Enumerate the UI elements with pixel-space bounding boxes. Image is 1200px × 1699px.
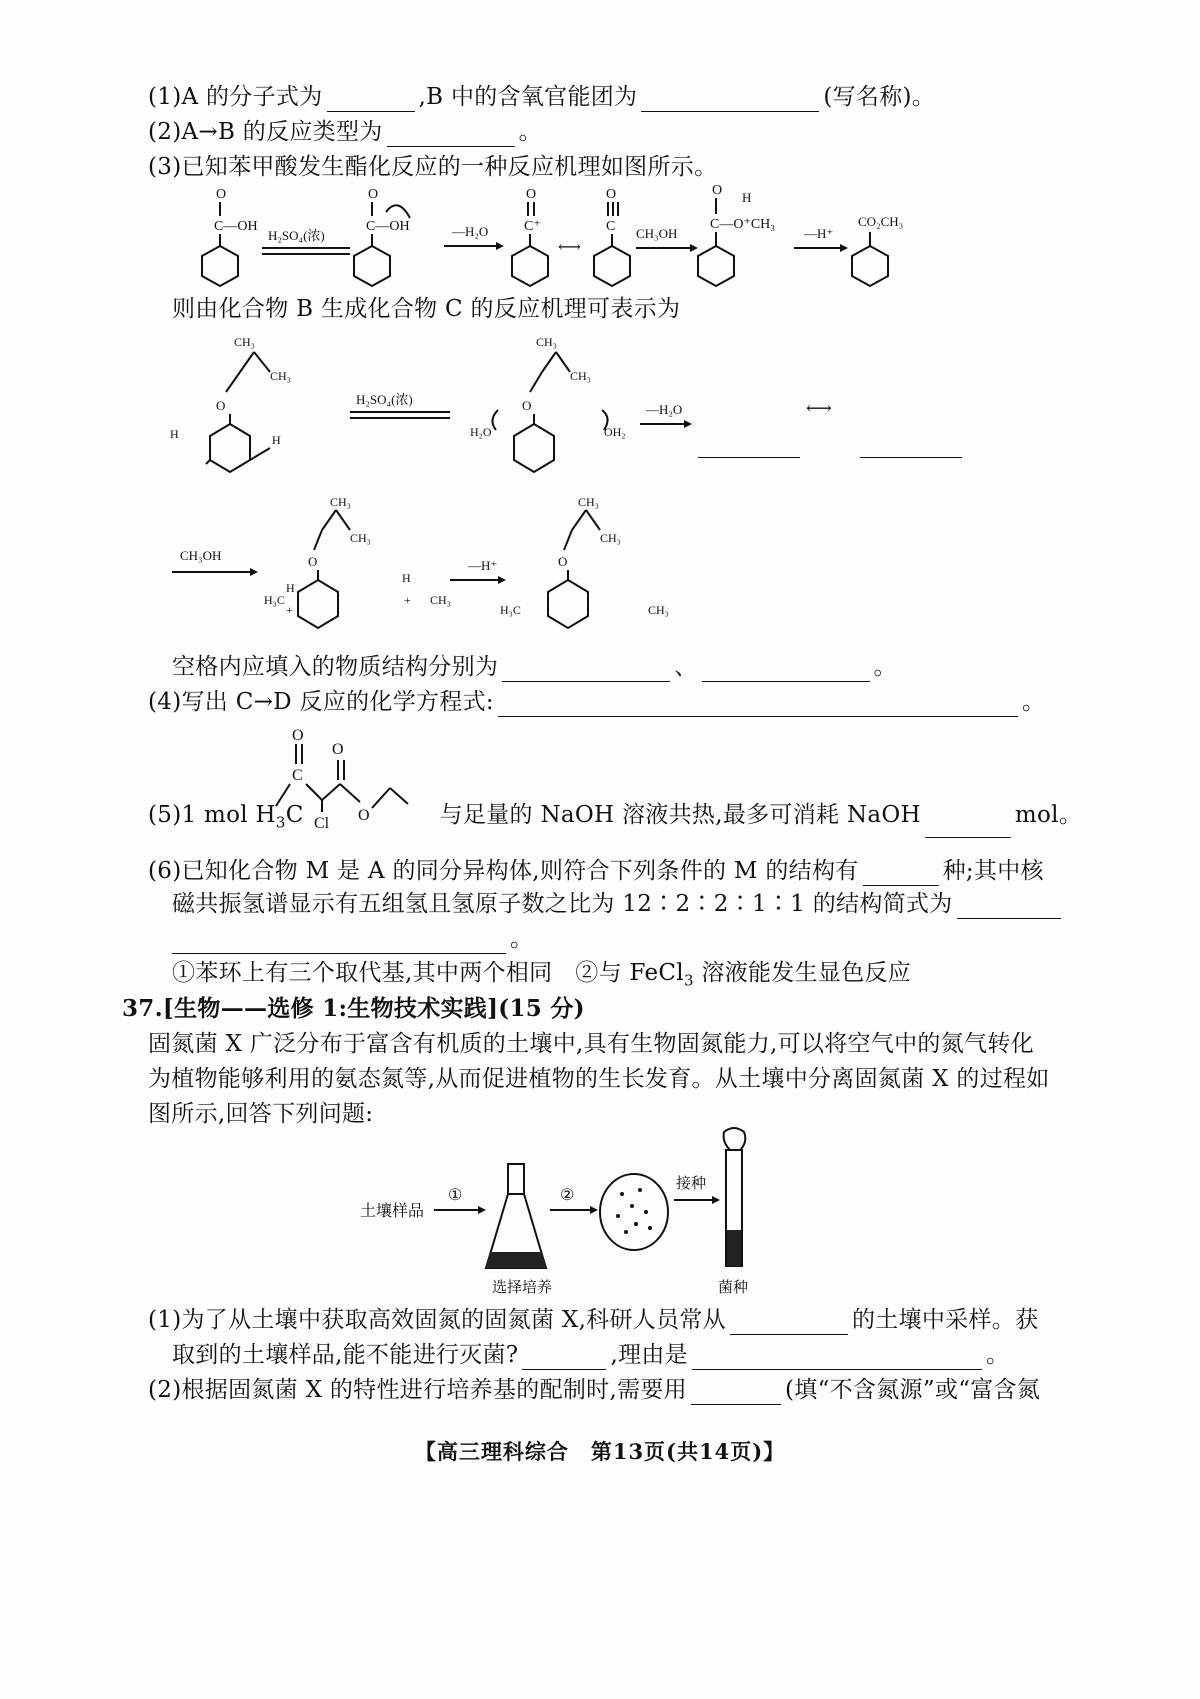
- q37-part1: (1)为了从土壤中获取高效固氮的固氮菌 X,科研人员常从 的土壤中采样。获: [148, 1307, 1039, 1333]
- svg-text:H: H: [742, 190, 752, 205]
- answer-blank-structure-1[interactable]: [698, 457, 800, 458]
- svg-text:O: O: [332, 741, 344, 758]
- compound-c-structure: [500, 496, 669, 628]
- q36-part5: (5)1 mol $H_3C$ 与足量的 NaOH 溶液共热,最多可消耗 NaOH mol。: [148, 800, 1082, 838]
- q37-intro-line2: 为植物能够利用的氨态氮等,从而促进植物的生长发育。从土壤中分离固氮菌 X 的过程如: [148, 1066, 1050, 1092]
- q37-intro-line3: 图所示,回答下列问题:: [148, 1101, 374, 1127]
- svg-text:CH₃: CH₃: [578, 496, 599, 509]
- svg-text:CH₃: CH₃: [350, 531, 371, 545]
- svg-text:O: O: [292, 727, 304, 744]
- q36-part6-end: 。: [172, 924, 533, 954]
- svg-text:O: O: [216, 398, 226, 413]
- esterification-mechanism-scheme: [190, 180, 950, 292]
- svg-text:C: C: [606, 219, 616, 234]
- svg-text:接种: 接种: [676, 1176, 707, 1192]
- svg-text:O: O: [712, 183, 723, 198]
- svg-text:H₃C: H₃C: [500, 603, 521, 617]
- q36-part3: (3)已知苯甲酸发生酯化反应的一种反应机理如图所示。: [148, 154, 718, 180]
- q37-title: 37.[生物——选修 1:生物技术实践](15 分): [122, 995, 585, 1022]
- svg-text:CH₃: CH₃: [430, 593, 451, 607]
- svg-text:①: ①: [448, 1187, 463, 1204]
- q37-intro-line1: 固氮菌 X 广泛分布于富含有机质的土壤中,具有生物固氮能力,可以将空气中的氮气转化: [148, 1031, 1034, 1057]
- svg-text:C—O⁺CH₃: C—O⁺CH₃: [710, 217, 776, 232]
- svg-text:H: H: [170, 427, 179, 441]
- svg-text:H₂SO₄(浓): H₂SO₄(浓): [356, 392, 413, 407]
- svg-text:土壤样品: 土壤样品: [360, 1203, 425, 1220]
- svg-text:O: O: [358, 807, 370, 824]
- answer-blank[interactable]: [502, 657, 670, 682]
- svg-text:—H₂O: —H₂O: [646, 402, 683, 417]
- svg-text:C—OH: C—OH: [214, 219, 258, 234]
- svg-text:CH₃: CH₃: [600, 531, 621, 545]
- methyl-benzoate: [852, 214, 903, 286]
- svg-text:⟷: ⟷: [806, 398, 832, 418]
- svg-text:CH₃: CH₃: [570, 369, 591, 383]
- acylium-ion: [512, 187, 548, 286]
- protonated-diester: [264, 496, 451, 628]
- svg-text:—H⁺: —H⁺: [804, 226, 834, 241]
- answer-blank[interactable]: [692, 1345, 982, 1370]
- answer-blank[interactable]: [327, 87, 415, 112]
- svg-text:O: O: [216, 187, 227, 202]
- answer-blank[interactable]: [387, 122, 515, 147]
- svg-text:CH₃OH: CH₃OH: [636, 226, 678, 241]
- answer-blank[interactable]: [172, 929, 506, 954]
- svg-text:O: O: [526, 187, 537, 202]
- q36-part1: (1)A 的分子式为 ,B 中的含氧官能团为 (写名称)。: [148, 84, 936, 110]
- acylium-resonance: [594, 187, 630, 286]
- svg-text:OH₂: OH₂: [604, 425, 626, 439]
- answer-blank-structure-2[interactable]: [860, 457, 962, 458]
- svg-text:CO₂CH₃: CO₂CH₃: [858, 214, 904, 229]
- svg-text:CH₃OH: CH₃OH: [180, 548, 222, 563]
- svg-text:H₃C: H₃C: [264, 593, 285, 607]
- q37-part1-cont: 取到的土壤样品,能不能进行灭菌? ,理由是 。: [172, 1342, 1010, 1368]
- svg-text:CH₃: CH₃: [536, 335, 557, 349]
- svg-text:C⁺: C⁺: [524, 219, 541, 234]
- benzoic-acid: [202, 187, 258, 286]
- answer-blank[interactable]: [498, 692, 1018, 717]
- isolation-process-figure: [356, 1120, 776, 1300]
- svg-text:+: +: [404, 593, 411, 607]
- svg-text:O: O: [368, 187, 379, 202]
- answer-blank[interactable]: [691, 1380, 781, 1405]
- petri-dish-icon: [600, 1174, 668, 1250]
- svg-text:②: ②: [560, 1187, 575, 1204]
- q36-part6-conditions: ①苯环上有三个取代基,其中两个相同 ②与 FeCl$_3$ 溶液能发生显色反应: [172, 960, 912, 990]
- q36-part2: (2)A→B 的反应类型为 。: [148, 119, 542, 145]
- svg-text:—H⁺: —H⁺: [468, 558, 498, 573]
- q36-part3-fill: 空格内应填入的物质结构分别为 、 。: [172, 654, 897, 680]
- svg-text:菌种: 菌种: [718, 1280, 749, 1296]
- svg-text:⟷: ⟷: [558, 239, 581, 256]
- q36-part4: (4)写出 C→D 反应的化学方程式: 。: [148, 689, 1046, 715]
- svg-text:CH₃: CH₃: [234, 335, 255, 349]
- svg-text:H: H: [272, 433, 281, 447]
- svg-text:H: H: [286, 581, 295, 595]
- svg-text:CH₃: CH₃: [270, 369, 291, 383]
- q36-part6-cont: 磁共振氢谱显示有五组氢且氢原子数之比为 12∶2∶2∶1∶1 的结构简式为: [172, 889, 1065, 919]
- answer-blank[interactable]: [641, 87, 819, 112]
- svg-text:O: O: [308, 554, 318, 569]
- test-tube-icon: [724, 1128, 746, 1266]
- answer-blank[interactable]: [522, 1345, 606, 1370]
- q37-part2: (2)根据固氮菌 X 的特性进行培养基的配制时,需要用 (填“不含氮源”或“富含氮: [148, 1377, 1041, 1403]
- svg-text:H₂O: H₂O: [470, 425, 492, 439]
- answer-blank[interactable]: [702, 657, 870, 682]
- svg-text:C—OH: C—OH: [366, 219, 410, 234]
- conical-flask-icon: [486, 1164, 546, 1268]
- svg-text:H₂SO₄(浓): H₂SO₄(浓): [268, 228, 325, 243]
- b-to-c-mechanism-row2: [168, 496, 728, 644]
- svg-text:—H₂O: —H₂O: [452, 224, 489, 239]
- answer-blank[interactable]: [925, 813, 1011, 838]
- svg-text:O: O: [606, 187, 617, 202]
- svg-text:C: C: [292, 767, 303, 784]
- svg-text:H: H: [402, 571, 411, 585]
- svg-text:O: O: [522, 398, 532, 413]
- svg-text:+: +: [286, 603, 293, 617]
- q36-part6: (6)已知化合物 M 是 A 的同分异构体,则符合下列条件的 M 的结构有 种;其中核: [148, 858, 1044, 884]
- svg-text:CH₃: CH₃: [330, 496, 351, 509]
- oxonium-intermediate: [698, 183, 775, 286]
- mechanism-intro: 则由化合物 B 生成化合物 C 的反应机理可表示为: [172, 296, 681, 322]
- svg-text:Cl: Cl: [314, 815, 330, 830]
- protonated-diacid: [470, 335, 626, 472]
- svg-text:选择培养: 选择培养: [492, 1280, 553, 1296]
- svg-text:CH₃: CH₃: [648, 603, 669, 617]
- svg-text:O: O: [558, 554, 568, 569]
- protonated-acid: [354, 187, 410, 286]
- compound-b-structure: [170, 335, 291, 472]
- page-footer: 【高三理科综合 第13页(共14页)】: [414, 1439, 786, 1464]
- answer-blank[interactable]: [730, 1310, 848, 1335]
- answer-blank[interactable]: [957, 894, 1061, 919]
- answer-blank[interactable]: [863, 861, 939, 886]
